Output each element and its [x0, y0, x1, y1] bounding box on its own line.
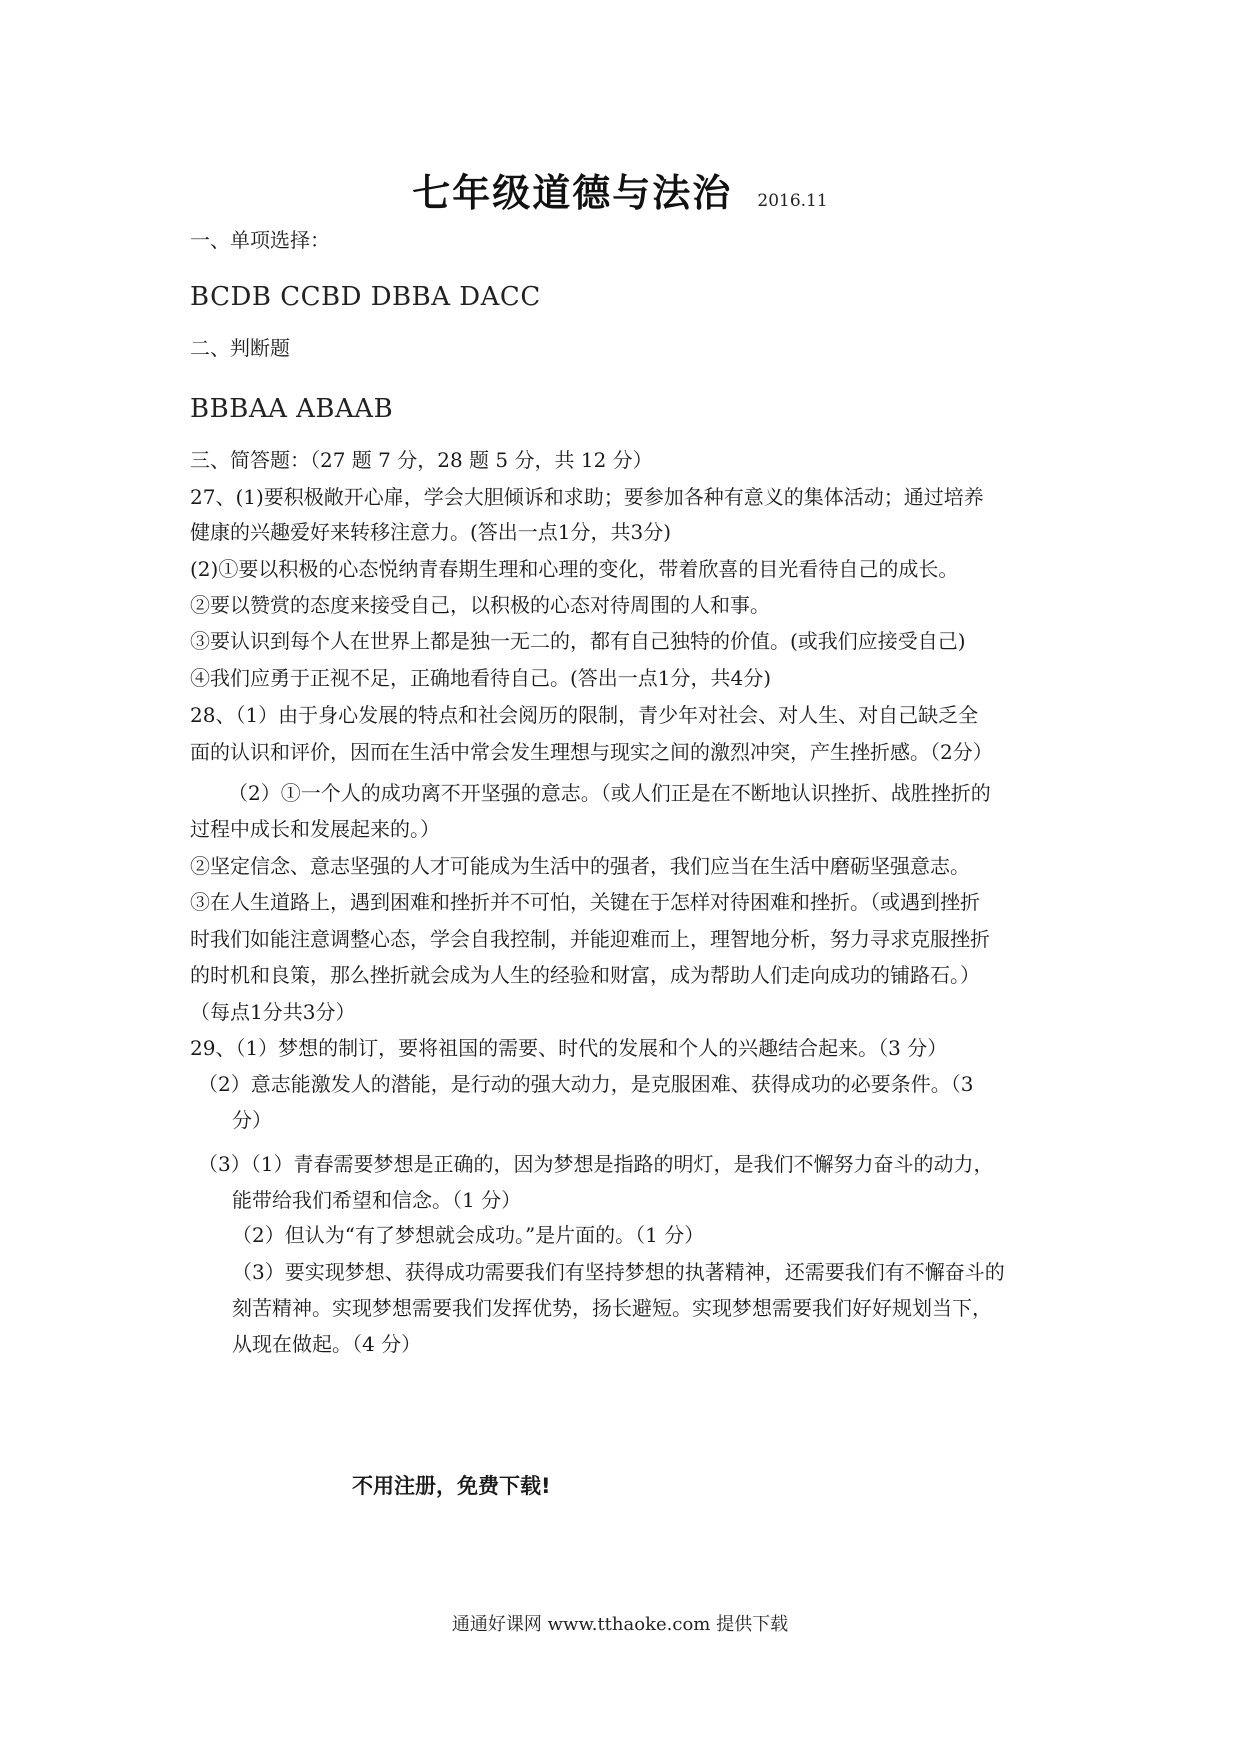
answer-line: （2）意志能激发人的潜能，是行动的强大动力，是克服困难、获得成功的必要条件。（3 [198, 1072, 974, 1096]
answer-line: 过程中成长和发展起来的。） [190, 817, 440, 841]
answer-line: 时我们如能注意调整心态，学会自我控制，并能迎难而上，理智地分析，努力寻求克服挫折 [190, 927, 990, 951]
footer-text: 通通好课网 www.tthaoke.com 提供下载 [451, 1614, 789, 1635]
section1-heading: 一、单项选择： [190, 228, 330, 252]
answer-line: ③在人生道路上，遇到困难和挫折并不可怕，关键在于怎样对待困难和挫折。（或遇到挫折 [190, 890, 980, 914]
answer-line: （3）（1）青春需要梦想是正确的，因为梦想是指路的明灯，是我们不懈努力奋斗的动力， [198, 1152, 994, 1176]
download-notice: 不用注册，免费下载! [352, 1474, 551, 1498]
answer-line: ④我们应勇于正视不足，正确地看待自己。(答出一点1分，共4分) [190, 666, 772, 690]
section1-answers: BCDB CCBD DBBA DACC [190, 282, 541, 312]
answer-line: （每点1分共3分） [190, 1000, 356, 1024]
answer-line: （2）但认为“有了梦想就会成功。”是片面的。（1 分） [232, 1223, 705, 1247]
answer-line: 面的认识和评价，因而在生活中常会发生理想与现实之间的激烈冲突，产生挫折感。（2分） [190, 740, 993, 764]
answer-line: (2)①要以积极的心态悦纳青春期生理和心理的变化，带着欣喜的目光看待自己的成长。 [190, 557, 959, 581]
answer-line: （3）要实现梦想、获得成功需要我们有坚持梦想的执著精神，还需要我们有不懈奋斗的 [232, 1260, 1005, 1284]
answer-line: 能带给我们希望和信念。（1 分） [232, 1188, 522, 1212]
answer-line: 从现在做起。（4 分） [232, 1332, 422, 1356]
answer-line: 健康的兴趣爱好来转移注意力。(答出一点1分，共3分) [190, 520, 672, 544]
answer-line: ②要以赞赏的态度来接受自己，以积极的心态对待周围的人和事。 [190, 593, 770, 617]
section2-answers: BBBAA ABAAB [190, 394, 394, 424]
answer-line: ②坚定信念、意志坚强的人才可能成为生活中的强者，我们应当在生活中磨砺坚强意志。 [190, 854, 970, 878]
section3-heading: 三、简答题：（27 题 7 分，28 题 5 分，共 12 分） [190, 448, 653, 472]
section2-heading: 二、判断题 [190, 336, 290, 360]
answer-line: （2）①一个人的成功离不开坚强的意志。（或人们正是在不断地认识挫折、战胜挫折的 [228, 781, 991, 805]
exam-date: 2016.11 [757, 191, 828, 211]
title-row [0, 162, 1240, 217]
answer-line: 分） [232, 1108, 272, 1132]
page-title: 七年级道德与法治 [412, 170, 733, 215]
answer-line: 29、（1）梦想的制订，要将祖国的需要、时代的发展和个人的兴趣结合起来。（3 分） [190, 1036, 948, 1060]
answer-line: 27、(1)要积极敞开心扉，学会大胆倾诉和求助；要参加各种有意义的集体活动；通过培养 [190, 485, 984, 509]
answer-line: ③要认识到每个人在世界上都是独一无二的，都有自己独特的价值。(或我们应接受自己) [190, 629, 966, 653]
answer-line: 的时机和良策，那么挫折就会成为人生的经验和财富，成为帮助人们走向成功的铺路石。） [190, 963, 980, 987]
answer-line: 28、（1）由于身心发展的特点和社会阅历的限制，青少年对社会、对人生、对自己缺乏全 [190, 703, 979, 727]
answer-line: 刻苦精神。实现梦想需要我们发挥优势，扬长避短。实现梦想需要我们好好规划当下， [232, 1296, 992, 1320]
